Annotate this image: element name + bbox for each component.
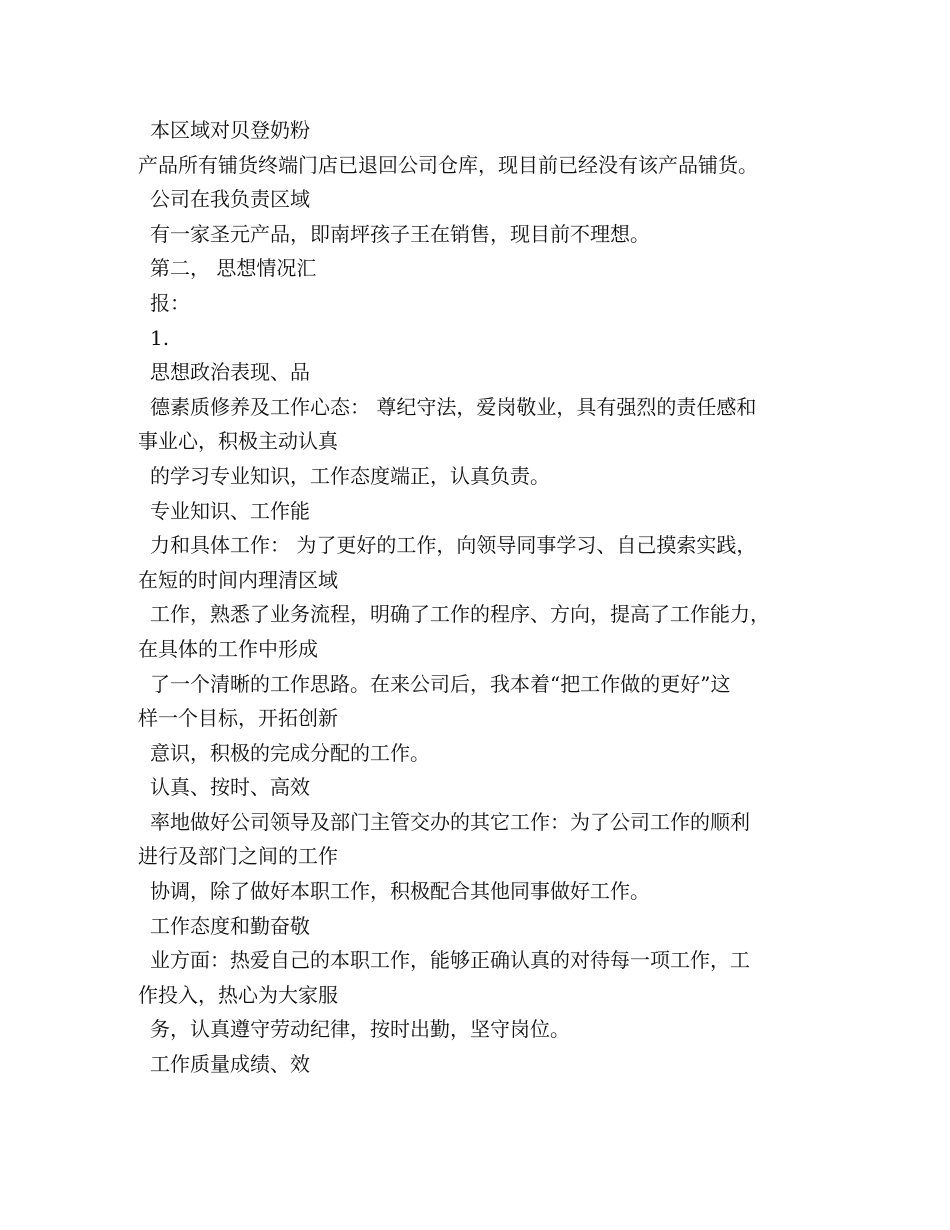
text-line: 作投入，热心为大家服 xyxy=(138,982,338,1007)
text-line: 在具体的工作中形成 xyxy=(138,636,318,661)
text-line: 思想政治表现、品 xyxy=(150,360,310,385)
text-line: 协调，除了做好本职工作，积极配合其他同事做好工作。 xyxy=(150,879,650,904)
text-line: 事业心，积极主动认真 xyxy=(138,429,338,454)
document-body xyxy=(138,113,828,1082)
text-line: 在短的时间内理清区域 xyxy=(138,567,338,592)
text-line: 第二， 思想情况汇 xyxy=(150,256,317,281)
text-line: 工作态度和勤奋敬 xyxy=(150,913,310,938)
text-line: 工作质量成绩、效 xyxy=(150,1052,310,1077)
text-line: 进行及部门之间的工作 xyxy=(138,844,338,869)
text-line: 1. xyxy=(150,325,170,350)
text-line: 样一个目标，开拓创新 xyxy=(138,706,338,731)
text-line: 力和具体工作： 为了更好的工作，向领导同事学习、自己摸索实践， xyxy=(150,533,757,558)
text-line: 了一个清晰的工作思路。在来公司后，我本着“把工作做的更好”这 xyxy=(150,671,731,696)
text-line: 业方面：热爱自己的本职工作，能够正确认真的对待每一项工作，工 xyxy=(150,948,750,973)
text-line: 公司在我负责区域 xyxy=(150,187,310,212)
text-line: 率地做好公司领导及部门主管交办的其它工作：为了公司工作的顺利 xyxy=(150,809,750,834)
text-line: 德素质修养及工作心态： 尊纪守法，爱岗敬业，具有强烈的责任感和 xyxy=(150,394,757,419)
text-line: 务，认真遵守劳动纪律，按时出勤，坚守岗位。 xyxy=(150,1017,570,1042)
text-line: 意识，积极的完成分配的工作。 xyxy=(150,740,430,765)
text-line: 专业知识、工作能 xyxy=(150,498,310,523)
text-line: 本区域对贝登奶粉 xyxy=(150,118,310,142)
text-line: 报： xyxy=(150,290,190,315)
text-line: 有一家圣元产品，即南坪孩子王在销售，现目前不理想。 xyxy=(150,221,650,246)
text-line: 产品所有铺货终端门店已退回公司仓库，现目前已经没有该产品铺货。 xyxy=(138,152,758,177)
text-line: 认真、按时、高效 xyxy=(150,775,310,800)
text-line: 工作，熟悉了业务流程，明确了工作的程序、方向，提高了工作能力， xyxy=(150,602,770,627)
text-line: 的学习专业知识，工作态度端正，认真负责。 xyxy=(150,463,550,488)
